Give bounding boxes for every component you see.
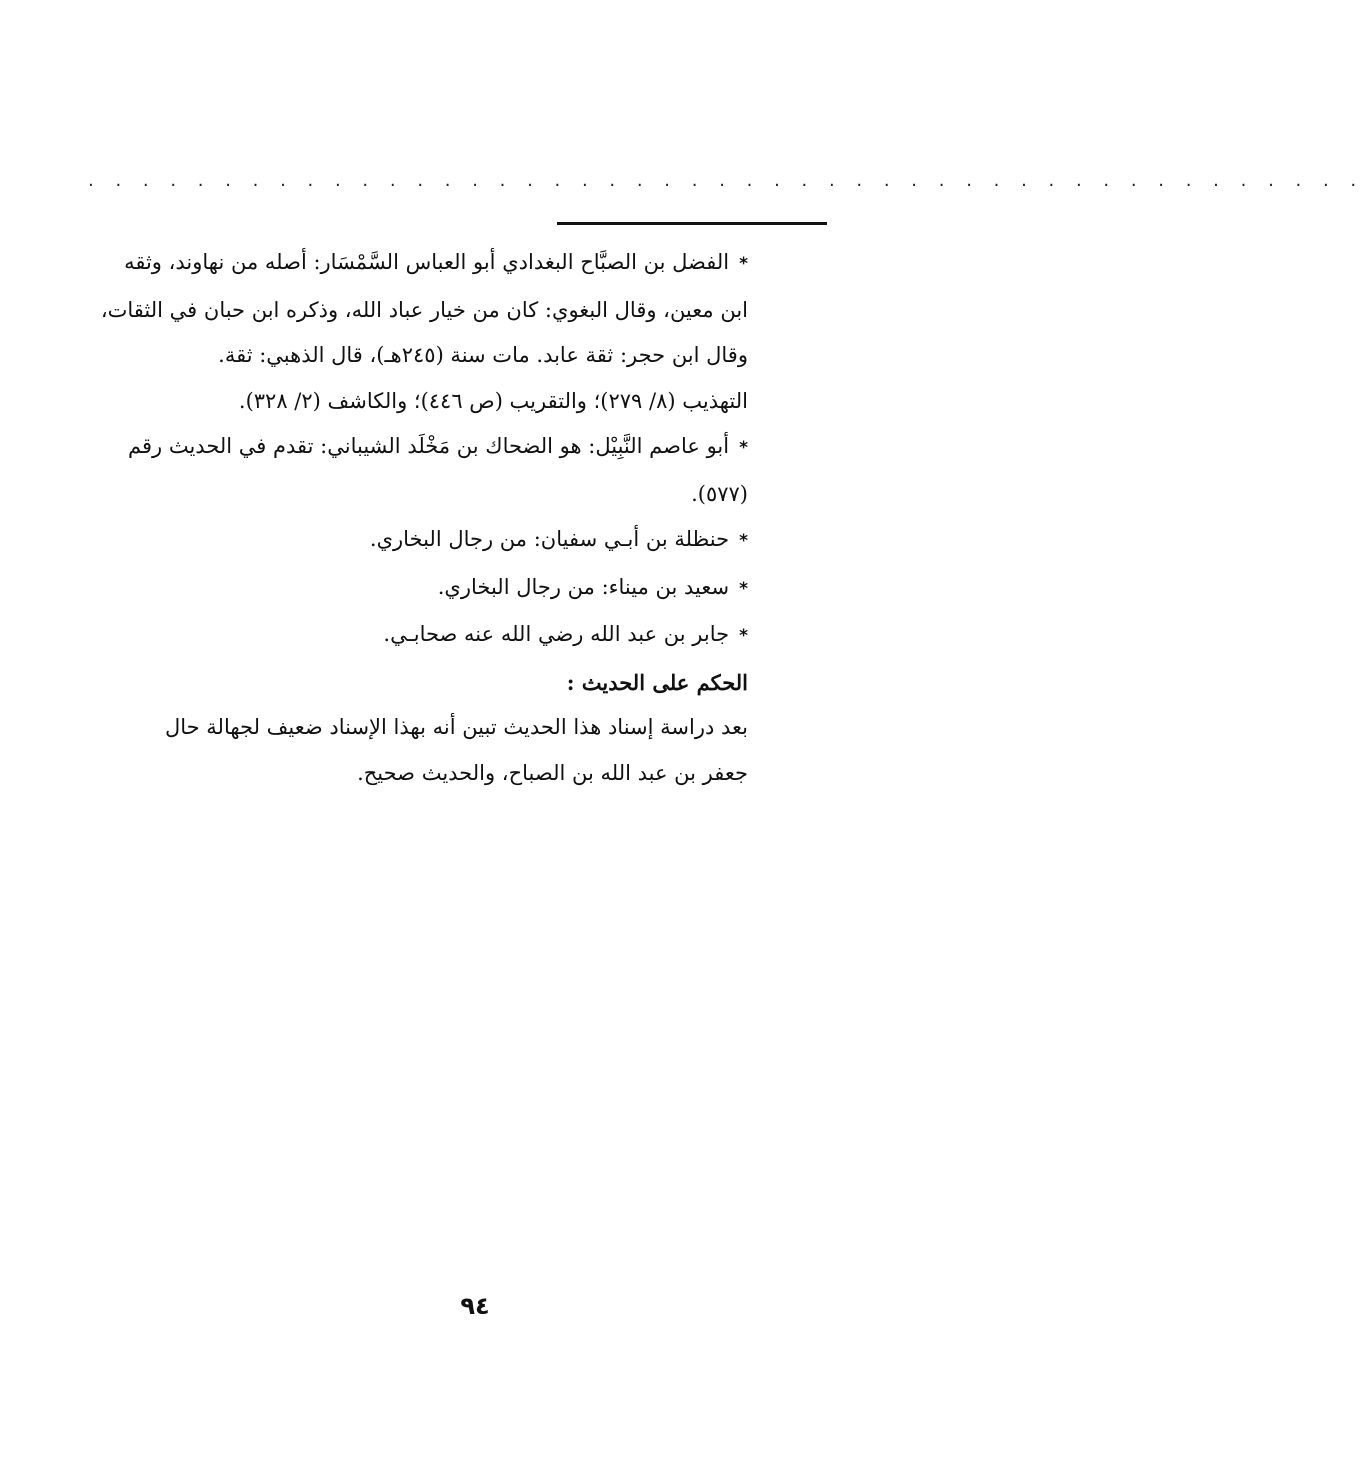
text-line: وقال ابن حجر: ثقة عابد. مات سنة (٢٤٥هـ)، قال الذهبي: ثقة.	[218, 343, 748, 367]
footnote-rule	[557, 222, 827, 225]
asterisk-bullet: *	[739, 578, 748, 599]
text-line: ابن معين، وقال البغوي: كان من خيار عباد الله، وذكره ابن حبان في الثقات،	[100, 297, 748, 322]
narrator-entry	[76, 612, 748, 660]
separator-dots: . . . . . . . . . . . . . . . . . . . . . . . . . . . . . . . . . . . . . . . . . . . . . . .	[88, 170, 1364, 191]
text-line-row	[76, 288, 748, 334]
text-line: جعفر بن عبد الله بن الصباح، والحديث صحيح.	[357, 760, 748, 785]
text-line-row	[76, 751, 748, 797]
narrator-entry	[76, 424, 748, 472]
text-line-row	[76, 379, 748, 425]
text-line: الفضل بن الصبَّاح البغدادي أبو العباس السَّمْسَار: أصله من نهاوند، وثقه	[124, 250, 730, 274]
narrator-entry	[76, 240, 748, 288]
asterisk-bullet: *	[739, 438, 748, 458]
text-line-row	[76, 472, 748, 518]
asterisk-bullet: *	[739, 531, 748, 551]
asterisk-bullet: *	[739, 626, 748, 646]
footnote-text	[76, 240, 748, 796]
text-line: بعد دراسة إسناد هذا الحديث تبين أنه بهذا الإسناد ضعيف لجهالة حال	[164, 715, 748, 739]
narrator-entry	[76, 565, 748, 613]
page-number: ٩٤	[460, 1292, 490, 1320]
text-line: حنظلة بن أبـي سفيان: من رجال البخاري.	[369, 527, 730, 551]
text-line: (٥٧٧).	[691, 481, 748, 506]
ruling-text	[76, 705, 748, 751]
text-line: سعيد بن ميناء: من رجال البخاري.	[437, 574, 730, 599]
text-line: التهذيب (٨/ ٢٧٩)؛ والتقريب (ص ٤٤٦)؛ والكاشف (٢/ ٣٢٨).	[238, 388, 748, 413]
narrator-entry	[76, 517, 748, 565]
ruling-heading: الحكم على الحديث :	[566, 669, 748, 695]
text-line-row	[76, 333, 748, 379]
text-line: أبو عاصم النَّبِيْل: هو الضحاك بن مَخْلَد الشيباني: تقدم في الحديث رقم	[128, 434, 730, 458]
asterisk-bullet: *	[739, 254, 748, 274]
text-line: جابر بن عبد الله رضي الله عنه صحابـي.	[383, 622, 730, 646]
